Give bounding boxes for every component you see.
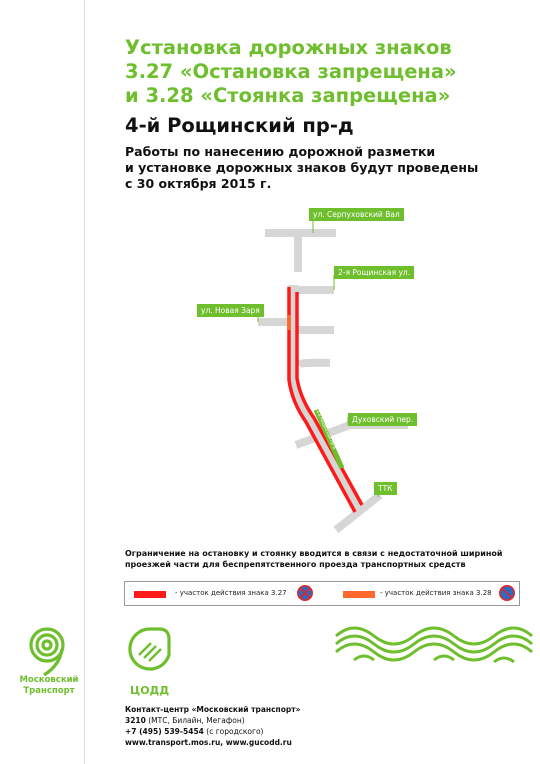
mt-name-line-1: Московский: [19, 675, 79, 685]
websites-line: [125, 737, 300, 748]
label-roshchinskaya-2: 2-я Рощинская ул.: [334, 266, 414, 279]
websites-link[interactable]: www.transport.mos.ru, www.gucodd.ru: [125, 738, 292, 747]
codd-name: ЦОДД: [130, 684, 170, 697]
zone-3-27-right: [297, 292, 362, 505]
contacts-block: [125, 704, 300, 748]
legend-label-3-28: - участок действия знака 3.28: [380, 589, 492, 597]
legend-swatch-3-28: [343, 591, 375, 598]
notice-line-2: проезжей части для беспрепятственного проезда транспортных средств: [125, 560, 466, 569]
subtitle-line-3: с 30 октября 2015 г.: [125, 176, 272, 191]
title-line-2: 3.27 «Остановка запрещена»: [125, 60, 457, 83]
title-line-1: Установка дорожных знаков: [125, 36, 452, 59]
moscow-transport-name: [14, 675, 84, 697]
restriction-notice: [125, 548, 503, 570]
label-ttk: ТТК: [374, 482, 397, 495]
contact-center-label-text: Контакт-центр «Московский транспорт»: [125, 705, 301, 714]
label-novaya-zarya: ул. Новая Заря: [197, 304, 264, 317]
decorative-wave-icon: [334, 622, 534, 674]
moscow-transport-logo-icon: [20, 625, 80, 677]
mt-name-line-2: Транспорт: [23, 686, 75, 696]
road-side-4: [298, 363, 330, 365]
short-phone-note: (МТС, Билайн, Мегафон): [145, 716, 245, 725]
subtitle: [125, 144, 478, 192]
city-phone-note: (с городского): [203, 727, 264, 736]
page-title: [125, 36, 535, 108]
title-line-3: и 3.28 «Стоянка запрещена»: [125, 84, 451, 107]
map-legend: [124, 581, 520, 606]
subtitle-line-1: Работы по нанесению дорожной разметки: [125, 144, 436, 159]
short-phone-line: [125, 715, 300, 726]
street-name: 4-й Рощинский пр-д: [125, 114, 354, 137]
legend-label-3-27: - участок действия знака 3.27: [175, 589, 287, 597]
label-serpukhovsky-val: ул. Серпуховский Вал: [309, 208, 404, 221]
main-street-label: 4-й Рощинский пр-д: [315, 409, 338, 450]
subtitle-line-2: и установке дорожных знаков будут проведены: [125, 160, 479, 175]
no-stopping-sign-icon: [297, 585, 313, 601]
city-phone[interactable]: +7 (495) 539-5454: [125, 727, 204, 736]
codd-logo-icon: [125, 625, 175, 683]
label-dukhovsky: Духовский пер.: [348, 413, 417, 426]
street-map: [0, 195, 540, 540]
short-phone[interactable]: 3210: [125, 716, 146, 725]
contact-center-label: [125, 704, 300, 715]
legend-swatch-3-27: [134, 591, 166, 598]
no-parking-sign-icon: [499, 585, 515, 601]
city-phone-line: [125, 726, 300, 737]
notice-line-1: Ограничение на остановку и стоянку вводится в связи с недостаточной шириной: [125, 549, 503, 558]
